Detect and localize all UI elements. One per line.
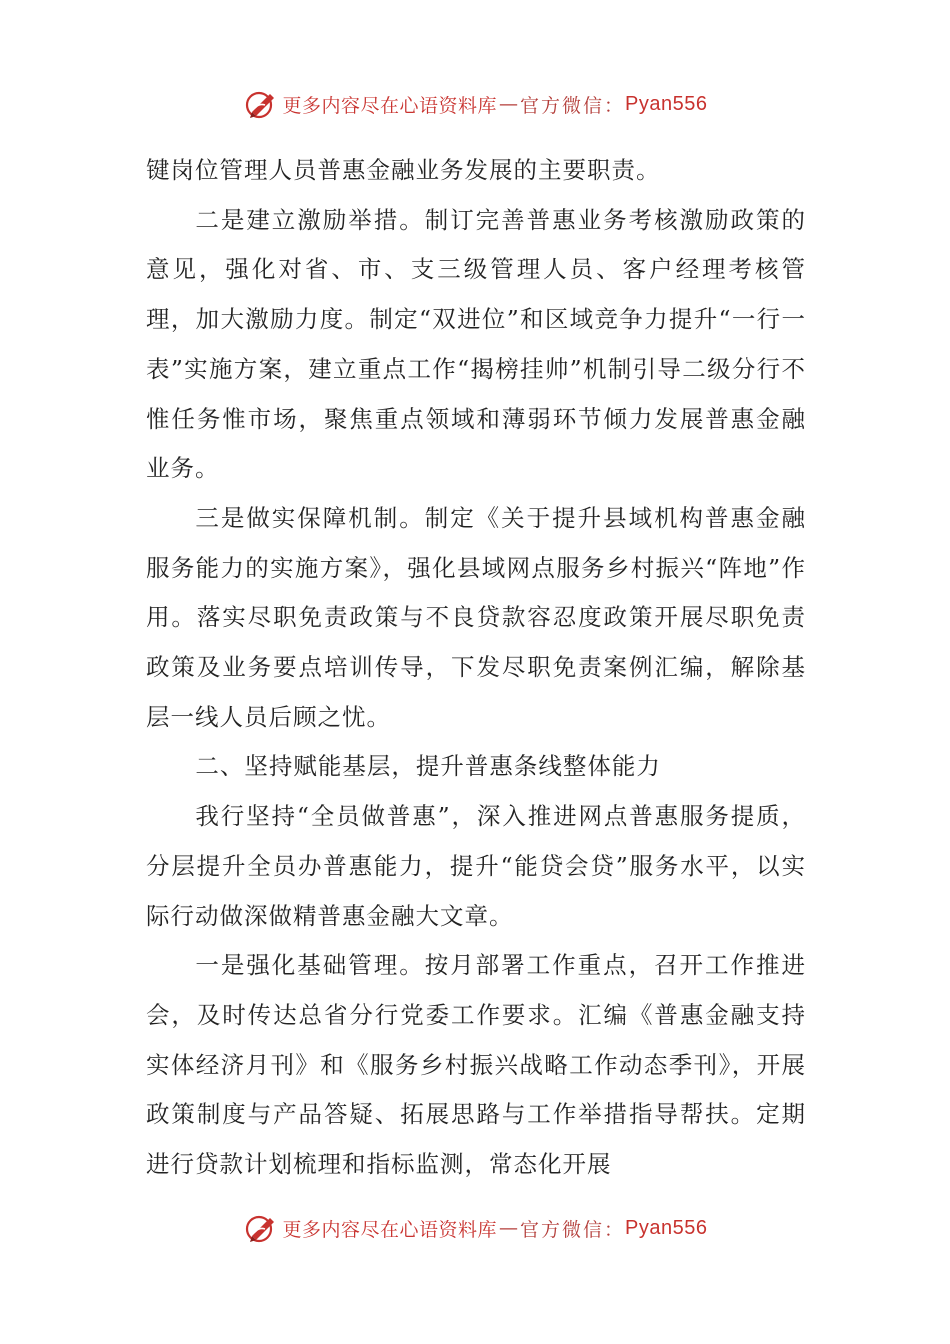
footer-banner-text xyxy=(283,1215,708,1242)
paragraph-section-intro: 我行坚持“全员做普惠”，深入推进网点普惠服务提质，分层提升全员办普惠能力，提升“能贷会贷”服务水平，以实际行动做深做精普惠金融大文章。 xyxy=(146,802,806,930)
paragraph-safeguards: 三是做实保障机制。制定《关于提升县域机构普惠金融服务能力的实施方案》，强化县域网点服务乡村振兴“阵地”作用。落实尽职免责政策与不良贷款容忍度政策开展尽职免责政策及业务要点培训传导，下发尽职免责案例汇编，解除基层一线人员后顾之忧。 xyxy=(146,503,806,731)
footer-banner xyxy=(0,1206,950,1250)
pen-logo-icon xyxy=(243,1210,279,1246)
section-heading-2: 二、坚持赋能基层，提升普惠条线整体能力 xyxy=(195,752,661,781)
footer-wechat-label: 官方微信： xyxy=(520,1218,626,1241)
header-banner xyxy=(0,82,950,126)
paragraph-continued: 键岗位管理人员普惠金融业务发展的主要职责。 xyxy=(146,156,661,184)
pen-logo-icon xyxy=(243,86,279,122)
header-wechat-id: Pyan556 xyxy=(625,92,708,115)
footer-site-name: 更多内容尽在心语资料库 xyxy=(282,1218,498,1241)
paragraph-basic-management: 一是强化基础管理。按月部署工作重点，召开工作推进会，及时传达总省分行党委工作要求。汇编《普惠金融支持实体经济月刊》和《服务乡村振兴战略工作动态季刊》，开展政策制度与产品答疑、拓展思路与工作举措指导帮扶。定期进行贷款计划梳理和指标监测，常态化开展 xyxy=(146,951,806,1179)
paragraph-incentives: 二是建立激励举措。制订完善普惠业务考核激励政策的意见，强化对省、市、支三级管理人员、客户经理考核管理，加大激励力度。制定“双进位”和区域竞争力提升“一行一表”实施方案，建立重点工作“揭榜挂帅”机制引导二级分行不惟任务惟市场，聚焦重点领域和薄弱环节倾力发展普惠金融业务。 xyxy=(146,205,806,483)
header-site-name: 更多内容尽在心语资料库 xyxy=(282,94,498,117)
document-body xyxy=(146,146,806,1190)
header-wechat-label: 官方微信： xyxy=(520,94,626,117)
header-banner-text xyxy=(283,91,708,118)
footer-dash: — xyxy=(499,1217,519,1239)
header-dash: — xyxy=(499,93,519,115)
footer-wechat-id: Pyan556 xyxy=(625,1216,708,1239)
